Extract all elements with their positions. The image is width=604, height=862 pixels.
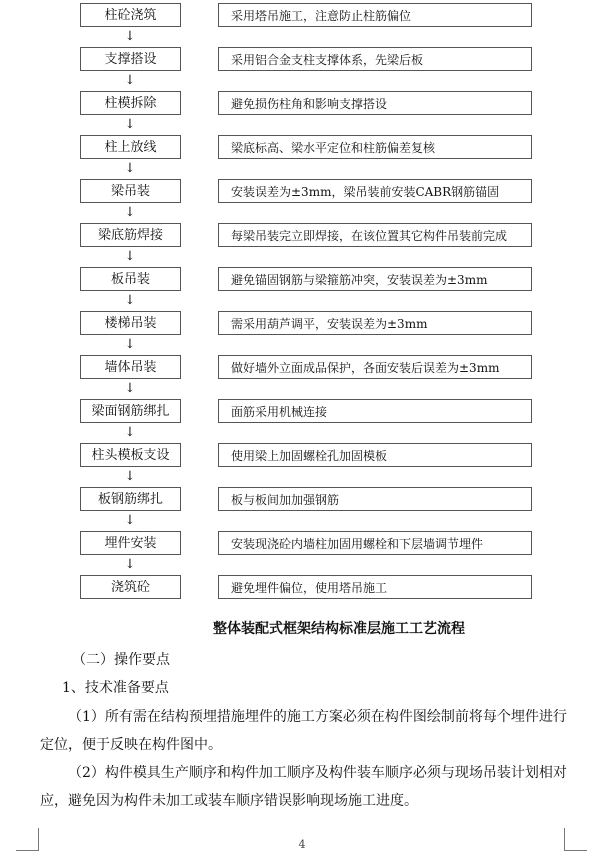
flow-step-note: 避免锚固钢筋与梁箍筋冲突，安装误差为±3mm [218,267,532,291]
down-arrow-icon: ↓ [124,513,136,528]
down-arrow-icon: ↓ [124,117,136,132]
subheading: 1、技术准备要点 [62,680,169,696]
page-corner-mark-left [16,828,39,851]
flow-step-box: 板吊装 [80,267,181,291]
flow-step-box: 浇筑砼 [80,575,181,599]
paragraph-2: （2）构件模具生产顺序和构件加工顺序及构件装车顺序必须与现场吊装计划相对应，避免因为构件未加工或装车顺序错误影响现场施工进度。 [40,765,567,809]
flow-step-box: 梁底筋焊接 [80,223,181,247]
down-arrow-icon: ↓ [124,249,136,264]
flow-step-note: 安装现浇砼内墙柱加固用螺栓和下层墙调节埋件 [218,531,532,555]
flow-step-box: 柱模拆除 [80,91,181,115]
flow-step-note: 采用铝合金支柱支撑体系，先梁后板 [218,47,532,71]
page-number: 4 [298,838,306,851]
down-arrow-icon: ↓ [124,469,136,484]
flow-step-box: 柱头模板支设 [80,443,181,467]
flow-step-box: 板钢筋绑扎 [80,487,181,511]
section-heading: （二）操作要点 [72,652,170,668]
down-arrow-icon: ↓ [124,425,136,440]
down-arrow-icon: ↓ [124,73,136,88]
flow-step-note: 板与板间加加强钢筋 [218,487,532,511]
flow-step-box: 楼梯吊装 [80,311,181,335]
down-arrow-icon: ↓ [124,29,136,44]
down-arrow-icon: ↓ [124,337,136,352]
flow-step-note: 采用塔吊施工，注意防止柱筋偏位 [218,3,532,27]
flow-step-note: 梁底标高、梁水平定位和柱筋偏差复核 [218,135,532,159]
flow-step-box: 柱砼浇筑 [80,3,181,27]
paragraph-1: （1）所有需在结构预埋措施埋件的施工方案必须在构件图绘制前将每个埋件进行定位，便于反映在构件图中。 [40,709,567,753]
flow-step-note: 每梁吊装完立即焊接，在该位置其它构件吊装前完成 [218,223,532,247]
flow-step-note: 做好墙外立面成品保护，各面安装后误差为±3mm [218,355,532,379]
down-arrow-icon: ↓ [124,161,136,176]
down-arrow-icon: ↓ [124,205,136,220]
flowchart-caption: 整体装配式框架结构标准层施工工艺流程 [213,621,465,637]
flow-step-note: 需采用葫芦调平，安装误差为±3mm [218,311,532,335]
flow-step-note: 面筋采用机械连接 [218,399,532,423]
flow-step-note: 安装误差为±3mm，梁吊装前安装CABR钢筋锚固 [218,179,532,203]
down-arrow-icon: ↓ [124,557,136,572]
flow-step-box: 梁吊装 [80,179,181,203]
flow-step-note: 避免埋件偏位，使用塔吊施工 [218,575,532,599]
flow-step-box: 支撑搭设 [80,47,181,71]
flow-step-box: 梁面钢筋绑扎 [80,399,181,423]
down-arrow-icon: ↓ [124,381,136,396]
down-arrow-icon: ↓ [124,293,136,308]
flow-step-box: 柱上放线 [80,135,181,159]
flow-step-note: 避免损伤柱角和影响支撑搭设 [218,91,532,115]
page-corner-mark-right [564,828,587,851]
flow-step-box: 埋件安装 [80,531,181,555]
flow-step-note: 使用梁上加固螺栓孔加固模板 [218,443,532,467]
flow-step-box: 墙体吊装 [80,355,181,379]
